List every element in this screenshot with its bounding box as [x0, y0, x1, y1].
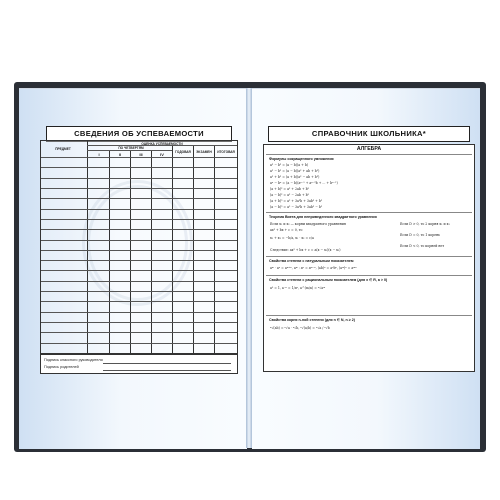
- parents-signature-label: Подпись родителей: [44, 365, 79, 369]
- formula: ⁿ√(ab) = ⁿ√a · ⁿ√b, ⁿ√(a/b) = ⁿ√a / ⁿ√b: [270, 326, 330, 330]
- teacher-signature-line[interactable]: [103, 363, 231, 364]
- table-row[interactable]: [41, 250, 237, 251]
- grades-header: ОЦЕНКА УСПЕВАЕМОСТИ: [141, 142, 183, 146]
- table-row[interactable]: [41, 188, 237, 189]
- table-row[interactable]: [41, 209, 237, 210]
- table-row[interactable]: [41, 322, 237, 323]
- formula: aⁿ − bⁿ = (a − b)(aⁿ⁻¹ + aⁿ⁻²b + ... + bⁿ⁻¹): [270, 181, 338, 185]
- formula: a³ − b³ = (a − b)(a² + ab + b²): [270, 169, 320, 173]
- formula: Если D < 0, то корней нет: [400, 244, 445, 248]
- section-title-4: Свойства степени с рациональным показателем (для x ∈ R, a > 0): [269, 278, 388, 282]
- formula: Следствие: ax² + bx + c = a(x − x₁)(x − x₂): [270, 248, 341, 252]
- subject-header: ПРЕДМЕТ: [55, 147, 71, 151]
- reference-title: СПРАВОЧНИК ШКОЛЬНИКА*: [268, 126, 470, 142]
- quarter-3: III: [139, 152, 143, 157]
- table-row[interactable]: [41, 312, 237, 313]
- section-title-5: Свойства корня n-ной степени (для n ∈ N, n ≥ 2): [269, 318, 355, 322]
- quarter-2: II: [118, 152, 122, 157]
- formula: Если x₁ и x₂ — корни квадратного уравнения: [270, 222, 346, 226]
- table-row[interactable]: [41, 260, 237, 261]
- formula: a³ + b³ = (a + b)(a² − ab + b²): [270, 175, 320, 179]
- formula: aᵐ · aⁿ = aᵐ⁺ⁿ, aᵐ : aⁿ = aᵐ⁻ⁿ, (ab)ⁿ = aⁿbⁿ, (aᵐ)ⁿ = aᵐⁿ: [270, 266, 357, 270]
- quarters-header: ПО ЧЕТВЕРТЯМ: [118, 146, 144, 150]
- formula: (a − b)³ = a³ − 3a²b + 3ab² − b³: [270, 205, 323, 209]
- section-title-2: Теорема Виета для неприведенного квадратного уравнения: [269, 215, 377, 219]
- formula: (a − b)² = a² − 2ab + b²: [270, 193, 309, 197]
- table-row[interactable]: [41, 332, 237, 333]
- table-row[interactable]: [41, 281, 237, 282]
- year-header: ГОДОВАЯ: [175, 150, 191, 154]
- formula: Если D = 0, то 1 корень: [400, 233, 441, 237]
- section-title-3: Свойства степени с натуральным показателем: [269, 259, 354, 263]
- formula: a⁰ = 1, a⁻ⁿ = 1/aⁿ, a^(m/n) = ⁿ√aᵐ: [270, 286, 326, 290]
- formula: ax² + bx + c = 0, то: [270, 228, 303, 232]
- table-row[interactable]: [41, 291, 237, 292]
- table-row[interactable]: [41, 343, 237, 344]
- signatures-box: [40, 354, 238, 374]
- table-row[interactable]: [41, 167, 237, 168]
- formula: (a + b)³ = a³ + 3a²b + 3ab² + b³: [270, 199, 323, 203]
- formula: x₁ + x₂ = −b/a, x₁ · x₂ = c/a: [270, 236, 314, 240]
- quarter-1: I: [98, 152, 100, 157]
- table-row[interactable]: [41, 229, 237, 230]
- grades-title: СВЕДЕНИЯ ОБ УСПЕВАЕМОСТИ: [46, 126, 232, 142]
- teacher-signature-label: Подпись классного руководителя: [44, 358, 103, 362]
- table-row[interactable]: [41, 240, 237, 241]
- table-row[interactable]: [41, 178, 237, 179]
- table-row[interactable]: [41, 301, 237, 302]
- final-header: ИТОГОВАЯ: [217, 150, 235, 154]
- table-row[interactable]: [41, 270, 237, 271]
- formula: a² − b² = (a − b)(a + b): [270, 163, 309, 167]
- algebra-title: АЛГЕБРА: [356, 146, 382, 152]
- table-row[interactable]: [41, 219, 237, 220]
- notebook-spine: [246, 88, 252, 448]
- formula: Если D > 0, то 2 корня x₁ и x₂: [400, 222, 450, 226]
- quarter-4: IV: [160, 152, 164, 157]
- algebra-reference: [263, 144, 475, 372]
- formula: (a + b)² = a² + 2ab + b²: [270, 187, 309, 191]
- table-row[interactable]: [41, 157, 237, 158]
- exam-header: ЭКЗАМЕН: [196, 150, 212, 154]
- table-row[interactable]: [41, 198, 237, 199]
- parents-signature-line[interactable]: [103, 370, 231, 371]
- grades-table: [40, 140, 238, 354]
- section-title-1: Формулы сокращенного умножения: [269, 157, 334, 161]
